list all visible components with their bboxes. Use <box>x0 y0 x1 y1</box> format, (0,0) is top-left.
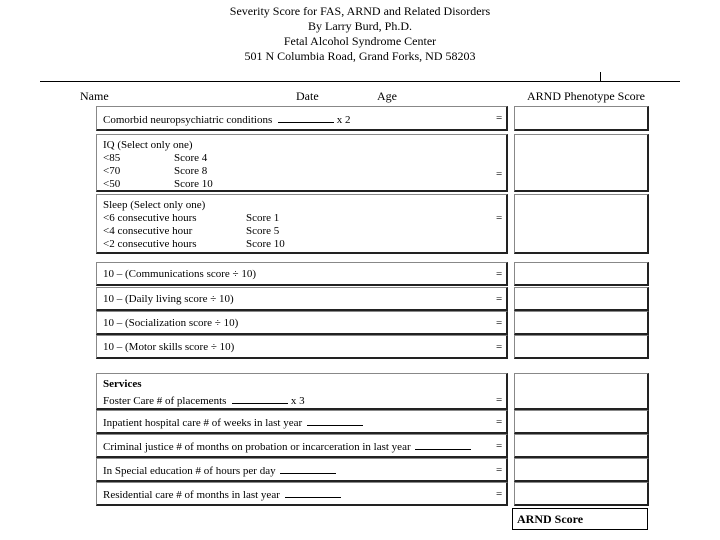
socialization-equals: = <box>496 317 503 329</box>
sleep-title: Sleep (Select only one) <box>103 199 206 211</box>
iq-score-box[interactable] <box>514 134 649 192</box>
socialization-row <box>96 311 508 335</box>
socialization-score-box[interactable] <box>514 311 649 335</box>
communications-equals: = <box>496 268 503 280</box>
daily-living-equals: = <box>496 293 503 305</box>
sleep-option-label: <4 consecutive hour <box>103 225 193 237</box>
motor-skills-label: 10 – (Motor skills score ÷ 10) <box>103 341 235 353</box>
comorbid-score-box[interactable] <box>514 106 649 131</box>
foster-care-row <box>96 373 508 410</box>
form-title: Severity Score for FAS, ARND and Related Disorders <box>229 4 491 18</box>
residential-equals: = <box>496 488 503 500</box>
phenotype-label: ARND Phenotype Score <box>527 89 645 103</box>
criminal-justice-equals: = <box>496 440 503 452</box>
special-education-blank[interactable] <box>280 464 336 474</box>
sleep-row <box>96 194 508 254</box>
motor-skills-equals: = <box>496 341 503 353</box>
date-label: Date <box>296 89 319 103</box>
foster-care-label: Foster Care # of placements x 3 <box>103 395 305 407</box>
services-heading: Services <box>103 378 142 390</box>
iq-equals: = <box>496 168 503 180</box>
residential-score-box[interactable] <box>514 482 649 506</box>
inpatient-score-box[interactable] <box>514 410 649 434</box>
inpatient-blank[interactable] <box>307 416 363 426</box>
iq-option-score: Score 10 <box>174 178 213 190</box>
iq-option-label: <70 <box>103 165 121 177</box>
residential-row <box>96 482 508 506</box>
iq-option-score: Score 4 <box>174 152 208 164</box>
iq-title: IQ (Select only one) <box>103 139 193 151</box>
daily-living-score-box[interactable] <box>514 287 649 311</box>
comorbid-label: Comorbid neuropsychiatric conditions x 2 <box>103 114 351 126</box>
criminal-justice-label: Criminal justice # of months on probation or incarceration in last year <box>103 440 471 454</box>
sleep-option-score: Score 10 <box>246 238 285 250</box>
socialization-label: 10 – (Socialization score ÷ 10) <box>103 317 239 329</box>
motor-skills-row <box>96 335 508 359</box>
iq-option-label: <50 <box>103 178 121 190</box>
sleep-option-score: Score 1 <box>246 212 280 224</box>
daily-living-label: 10 – (Daily living score ÷ 10) <box>103 293 234 305</box>
criminal-justice-score-box[interactable] <box>514 434 649 458</box>
form-organization: Fetal Alcohol Syndrome Center <box>283 34 437 48</box>
divider-tick <box>600 72 601 81</box>
residential-blank[interactable] <box>285 488 341 498</box>
sleep-score-box[interactable] <box>514 194 649 254</box>
special-education-row <box>96 458 508 482</box>
foster-care-blank[interactable] <box>232 394 288 404</box>
criminal-justice-blank[interactable] <box>415 440 471 450</box>
sleep-equals: = <box>496 212 503 224</box>
iq-option-score: Score 8 <box>174 165 208 177</box>
age-label: Age <box>377 89 397 103</box>
sleep-option-label: <6 consecutive hours <box>103 212 197 224</box>
inpatient-row <box>96 410 508 434</box>
criminal-justice-row <box>96 434 508 458</box>
daily-living-row <box>96 287 508 311</box>
communications-label: 10 – (Communications score ÷ 10) <box>103 268 256 280</box>
inpatient-equals: = <box>496 416 503 428</box>
communications-row <box>96 262 508 286</box>
sleep-option-label: <2 consecutive hours <box>103 238 197 250</box>
motor-skills-score-box[interactable] <box>514 335 649 359</box>
special-education-equals: = <box>496 464 503 476</box>
form-address: 501 N Columbia Road, Grand Forks, ND 58203 <box>244 49 476 63</box>
foster-care-equals: = <box>496 394 503 406</box>
arnd-score-box[interactable]: ARND Score <box>512 508 648 530</box>
sleep-option-score: Score 5 <box>246 225 280 237</box>
iq-option-label: <85 <box>103 152 121 164</box>
special-education-label: In Special education # of hours per day <box>103 464 336 478</box>
comorbid-equals: = <box>496 112 503 124</box>
communications-score-box[interactable] <box>514 262 649 286</box>
special-education-score-box[interactable] <box>514 458 649 482</box>
residential-label: Residential care # of months in last year <box>103 488 341 502</box>
comorbid-blank[interactable] <box>278 113 334 123</box>
name-label: Name <box>80 89 109 103</box>
header-divider <box>40 81 680 82</box>
comorbid-row <box>96 106 508 131</box>
iq-row <box>96 134 508 192</box>
foster-care-score-box[interactable] <box>514 373 649 410</box>
form-author: By Larry Burd, Ph.D. <box>308 19 412 33</box>
inpatient-label: Inpatient hospital care # of weeks in last year <box>103 416 363 430</box>
